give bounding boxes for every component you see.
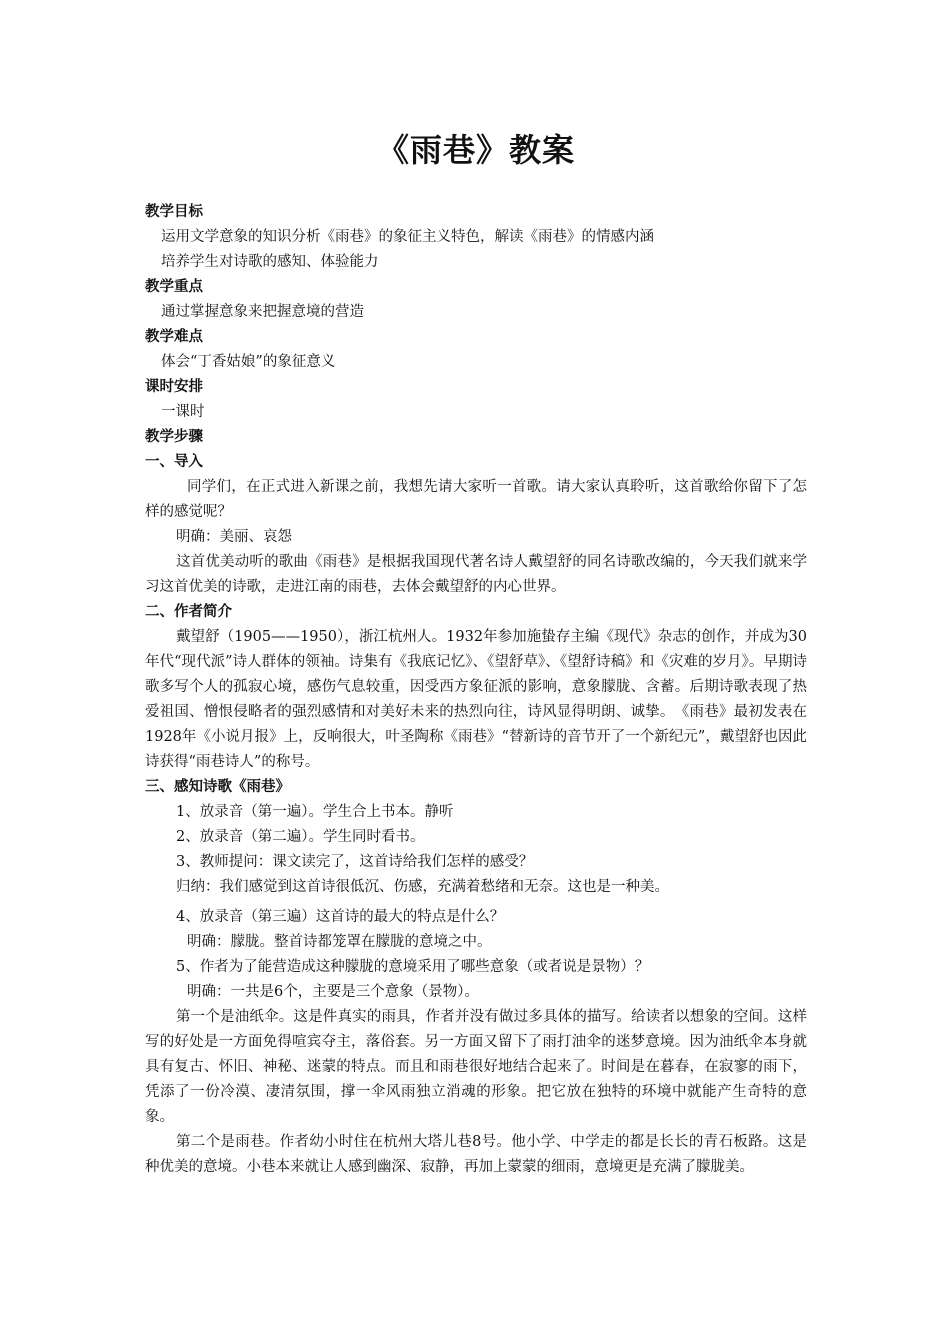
list-item: 4、放录音（第三遍）这首诗的最大的特点是什么？	[176, 909, 505, 925]
section-heading-key-points: 教学重点	[145, 279, 203, 295]
paragraph: 第一个是油纸伞。这是件真实的雨具，作者并没有做过多具体的描写。给读者以想象的空间。这样写的好处是一方面免得喧宾夺主，落俗套。另一方面又留下了雨打油伞的迷梦意境。因为油纸伞本身就具有复古、怀旧、神秘、迷蒙的特点。而且和雨巷很好地结合起来了。时间是在暮春，在寂寥的雨下，凭添了一份冷漠、凄清氛围，撑一伞风雨独立消魂的形象。把它放在独特的环境中就能产生奇特的意象。	[145, 1009, 807, 1125]
list-item: 1、放录音（第一遍）。学生合上书本。静听	[176, 804, 454, 820]
section-heading-schedule: 课时安排	[145, 379, 203, 395]
paragraph: 明确：朦胧。整首诗都笼罩在朦胧的意境之中。	[187, 934, 492, 950]
document-title: 《雨巷》教案	[376, 131, 575, 169]
paragraph: 体会“丁香姑娘”的象征意义	[161, 354, 336, 370]
document-page	[145, 128, 807, 1180]
list-item: 2、放录音（第二遍）。学生同时看书。	[176, 829, 425, 845]
paragraph: 戴望舒（1905——1950），浙江杭州人。1932年参加施蛰存主编《现代》杂志的创作，并成为30年代“现代派”诗人群体的领袖。诗集有《我底记忆》、《望舒草》、《望舒诗稿》和《灾难的岁月》。早期诗歌多写个人的孤寂心境，感伤气息较重，因受西方象征派的影响，意象朦胧、含蓄。后期诗歌表现了热爱祖国、憎恨侵略者的强烈感情和对美好未来的热烈向往，诗风显得明朗、诚挚。 《雨巷》最初发表在1928年《小说月报》上，反响很大，叶圣陶称《雨巷》“替新诗的音节开了一个新纪元”，戴望舒也因此诗获得“雨巷诗人”的称号。	[145, 629, 807, 770]
paragraph: 运用文学意象的知识分析《雨巷》的象征主义特色，解读《雨巷》的情感内涵	[161, 229, 654, 245]
section-heading-steps: 教学步骤	[145, 429, 203, 445]
paragraph: 明确：一共是6个，主要是三个意象（景物）。	[187, 984, 479, 1000]
paragraph: 培养学生对诗歌的感知、体验能力	[161, 254, 379, 270]
paragraph: 同学们，在正式进入新课之前，我想先请大家听一首歌。请大家认真聆听，这首歌给你留下了怎样的感觉呢？	[145, 479, 807, 520]
section-heading-goals: 教学目标	[145, 204, 203, 220]
paragraph: 通过掌握意象来把握意境的营造	[161, 304, 364, 320]
list-item: 5、作者为了能营造成这种朦胧的意境采用了哪些意象（或者说是景物）？	[176, 959, 650, 975]
paragraph: 这首优美动听的歌曲《雨巷》是根据我国现代著名诗人戴望舒的同名诗歌改编的，今天我们就来学习这首优美的诗歌，走进江南的雨巷，去体会戴望舒的内心世界。	[145, 554, 807, 595]
list-item: 3、教师提问：课文读完了，这首诗给我们怎样的感受？	[176, 854, 534, 870]
paragraph: 第二个是雨巷。作者幼小时住在杭州大塔儿巷8号。他小学、中学走的都是长长的青石板路。这是种优美的意境。小巷本来就让人感到幽深、寂静，再加上蒙蒙的细雨，意境更是充满了朦胧美。	[145, 1134, 807, 1175]
section-heading-intro: 一、导入	[145, 454, 203, 470]
section-heading-difficulties: 教学难点	[145, 329, 203, 345]
paragraph: 归纳：我们感觉到这首诗很低沉、伤感，充满着愁绪和无奈。这也是一种美。	[176, 879, 669, 895]
section-heading-author: 二、作者简介	[145, 604, 232, 620]
paragraph: 明确：美丽、哀怨	[176, 529, 292, 545]
section-heading-perceive: 三、感知诗歌《雨巷》	[145, 779, 290, 795]
paragraph: 一课时	[161, 404, 205, 420]
